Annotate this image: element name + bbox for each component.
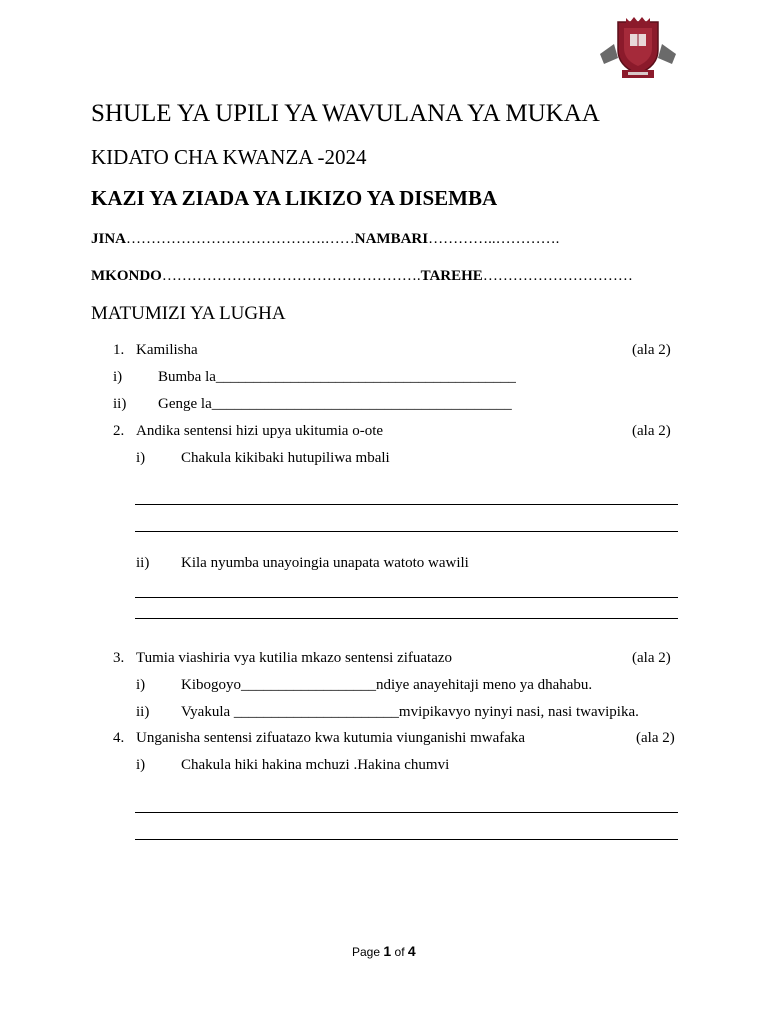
- item-number: ii): [136, 704, 150, 720]
- page-total: 4: [407, 943, 416, 959]
- page-footer: [352, 943, 416, 959]
- class-label: MKONDO: [91, 268, 162, 284]
- document-title: KAZI YA ZIADA YA LIKIZO YA DISEMBA: [91, 186, 498, 210]
- item-number: ii): [113, 396, 127, 412]
- item-number: i): [113, 369, 123, 385]
- item-text: Chakula hiki hakina mchuzi .Hakina chumvi: [181, 757, 450, 773]
- answer-line[interactable]: [135, 531, 678, 532]
- answer-line[interactable]: [135, 618, 678, 619]
- school-crest-logo: [596, 14, 680, 80]
- name-label: JINA: [91, 231, 127, 247]
- name-dots[interactable]: ………………………………….……: [126, 231, 355, 247]
- date-dots[interactable]: …………………………: [482, 268, 633, 284]
- page-number: 1: [383, 943, 392, 959]
- section-title: MATUMIZI YA LUGHA: [91, 303, 286, 324]
- item-number: ii): [136, 555, 150, 571]
- number-dots[interactable]: …………..………….: [428, 231, 560, 247]
- question-marks: (ala 2): [632, 342, 671, 358]
- class-dots[interactable]: …………………………………………….: [161, 268, 421, 284]
- of-word: of: [394, 945, 405, 959]
- item-text[interactable]: Vyakula ______________________mvipikavyo nyinyi nasi, nasi twavipika.: [181, 704, 639, 720]
- question-text: Kamilisha: [136, 342, 198, 358]
- form-level: KIDATO CHA KWANZA -2024: [91, 145, 367, 169]
- number-label: NAMBARI: [354, 231, 429, 247]
- name-number-line: [91, 231, 559, 248]
- item-text[interactable]: Genge la________________________________________: [158, 396, 512, 412]
- item-text[interactable]: Bumba la________________________________________: [158, 369, 516, 385]
- question-number: 4.: [113, 730, 125, 746]
- answer-line[interactable]: [135, 597, 678, 598]
- answer-line[interactable]: [135, 839, 678, 840]
- question-number: 1.: [113, 342, 125, 358]
- school-name: SHULE YA UPILI YA WAVULANA YA MUKAA: [91, 100, 600, 127]
- page-word: Page: [352, 945, 381, 959]
- question-text: Unganisha sentensi zifuatazo kwa kutumia viunganishi mwafaka: [136, 730, 526, 746]
- date-label: TAREHE: [420, 268, 483, 284]
- question-number: 2.: [113, 423, 125, 439]
- question-number: 3.: [113, 650, 125, 666]
- question-marks: (ala 2): [632, 423, 671, 439]
- question-marks: (ala 2): [636, 730, 675, 746]
- answer-line[interactable]: [135, 504, 678, 505]
- item-number: i): [136, 757, 146, 773]
- item-number: i): [136, 450, 146, 466]
- question-text: Andika sentensi hizi upya ukitumia o-ote: [136, 423, 384, 439]
- item-text: Chakula kikibaki hutupiliwa mbali: [181, 450, 390, 466]
- class-date-line: [91, 268, 633, 285]
- question-text: Tumia viashiria vya kutilia mkazo sentensi zifuatazo: [136, 650, 453, 666]
- item-text: Kila nyumba unayoingia unapata watoto wawili: [181, 555, 469, 571]
- question-marks: (ala 2): [632, 650, 671, 666]
- item-text[interactable]: Kibogoyo__________________ndiye anayehitaji meno ya dhahabu.: [181, 677, 593, 693]
- answer-line[interactable]: [135, 812, 678, 813]
- item-number: i): [136, 677, 146, 693]
